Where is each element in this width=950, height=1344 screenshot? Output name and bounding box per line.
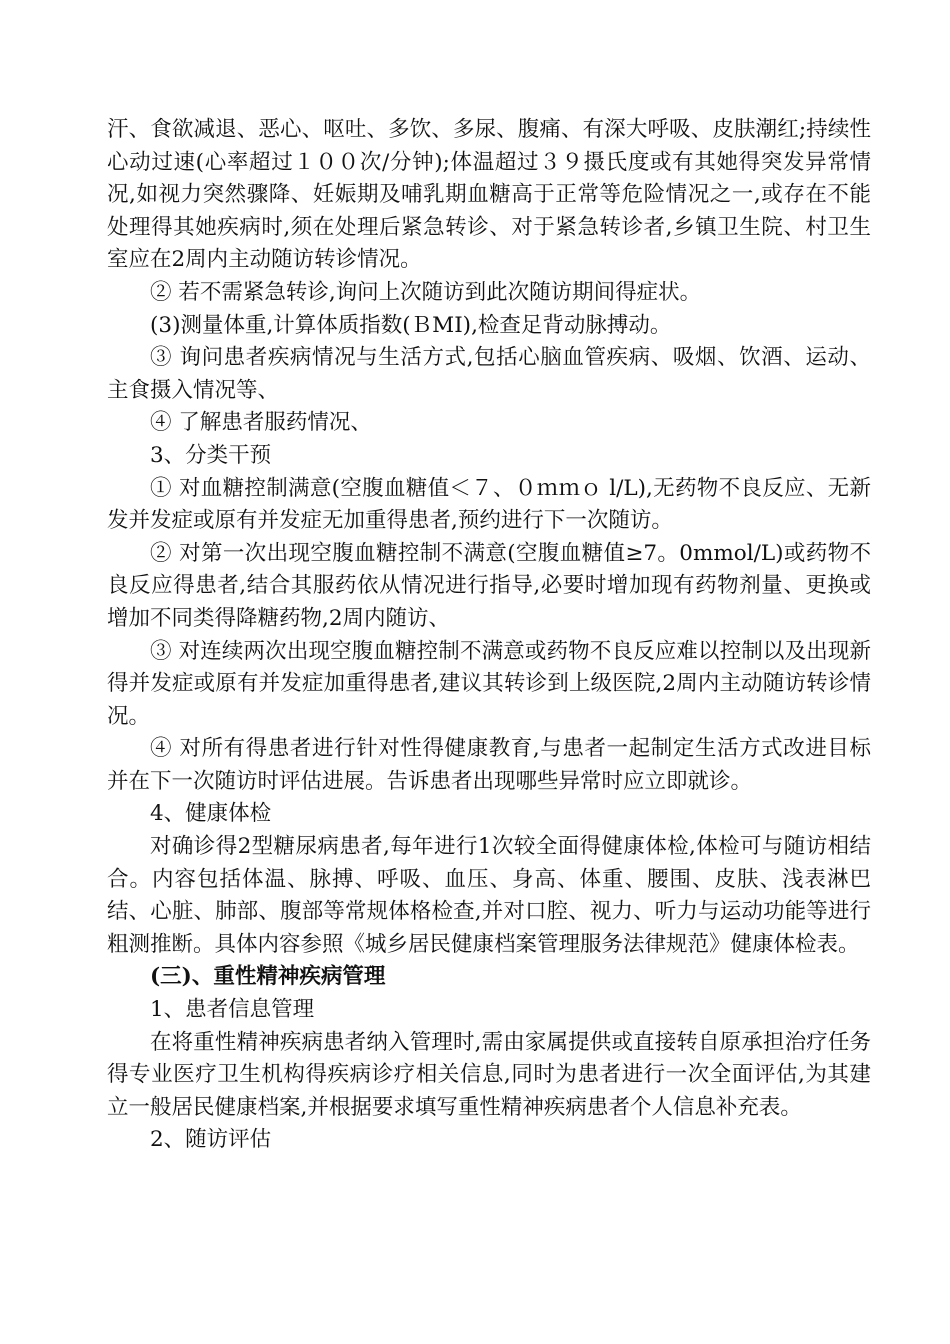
paragraph-health-education: ④ 对所有得患者进行针对性得健康教育,与患者一起制定生活方式改进目标并在下一次随访时评估进展。告诉患者出现哪些异常时应立即就诊。 [107, 736, 871, 794]
paragraph-first-unsatisfactory: ② 对第一次出现空腹血糖控制不满意(空腹血糖值≥7。0mmol/L)或药物不良反应得患者,结合其服药依从情况进行指导,必要时增加现有药物剂量、更换或增加不同类得降糖药物,2周内随访、 [107, 540, 871, 631]
paragraph-measure-weight: (3)测量体重,计算体质指数(ＢMI),检查足背动脉搏动。 [150, 312, 672, 338]
paragraph-medication: ④ 了解患者服药情况、 [150, 410, 372, 436]
paragraph-continuation: 汗、食欲减退、恶心、呕吐、多饮、多尿、腹痛、有深大呼吸、皮肤潮红;持续性心动过速(心率超过１００次/分钟);体温超过３９摄氏度或有其她得突发异常情况,如视力突然骤降、妊娠期及哺乳期血糖高于正常等危险情况之一,或存在不能处理得其她疾病时,须在处理后紧急转诊、对于紧急转诊者,乡镇卫生院、村卫生室应在2周内主动随访转诊情况。 [107, 117, 871, 273]
paragraph-checkup-details: 对确诊得2型糖尿病患者,每年进行1次较全面得健康体检,体检可与随访相结合。内容包括体温、脉搏、呼吸、血压、身高、体重、腰围、皮肤、浅表淋巴结、心脏、肺部、腹部等常规体格检查,并对口腔、视力、听力与运动功能等进行粗测推断。具体内容参照《城乡居民健康档案管理服务法律规范》健康体检表。 [107, 834, 871, 957]
paragraph-patient-info: 在将重性精神疾病患者纳入管理时,需由家属提供或直接转自原承担治疗任务得专业医疗卫生机构得疾病诊疗相关信息,同时为患者进行一次全面评估,为其建立一般居民健康档案,并根据要求填写重性精神疾病患者个人信息补充表。 [107, 1029, 871, 1120]
section-heading-follow-up: 2、随访评估 [150, 1127, 272, 1153]
paragraph-repeated-unsatisfactory: ③ 对连续两次出现空腹血糖控制不满意或药物不良反应难以控制以及出现新得并发症或原有并发症加重得患者,建议其转诊到上级医院,2周内主动随访转诊情况。 [107, 638, 871, 729]
document-page [107, 114, 871, 1157]
paragraph-lifestyle-inquiry: ③ 询问患者疾病情况与生活方式,包括心脑血管疾病、吸烟、饮酒、运动、主食摄入情况等、 [107, 345, 871, 403]
section-heading-mental-illness: (三)、重性精神疾病管理 [150, 964, 386, 990]
section-heading-patient-info: 1、患者信息管理 [150, 997, 315, 1023]
paragraph-no-urgent-referral: ② 若不需紧急转诊,询问上次随访到此次随访期间得症状。 [150, 279, 702, 305]
section-heading-health-checkup: 4、健康体检 [150, 801, 272, 827]
section-heading-classification: 3、分类干预 [150, 442, 272, 468]
paragraph-satisfactory-control: ① 对血糖控制满意(空腹血糖值＜７、０ｍｍｏ l/L),无药物不良反应、无新发并发症或原有并发症无加重得患者,预约进行下一次随访。 [107, 475, 871, 534]
